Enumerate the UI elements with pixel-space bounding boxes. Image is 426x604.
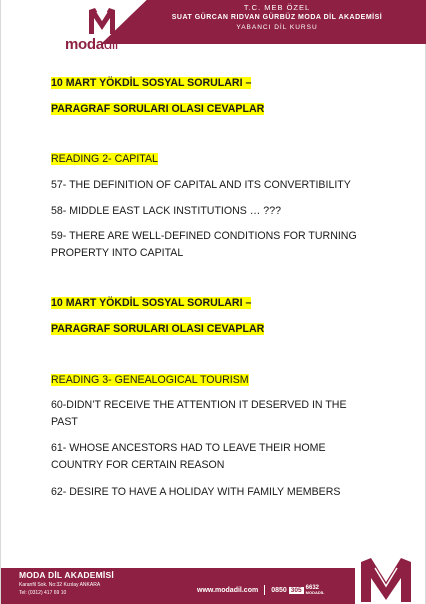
- answer-item: 61- WHOSE ANCESTORS HAD TO LEAVE THEIR HOME COUNTRY FOR CERTAIN REASON: [51, 442, 326, 471]
- section-title-line-1: 10 MART YÖKDİL SOSYAL SORULARI –: [51, 77, 252, 89]
- phone-part-b: 305: [290, 586, 302, 594]
- footer-logo-m-icon: [355, 552, 417, 604]
- answer-item: 58- MIDDLE EAST LACK INSTITUTIONS … ???: [51, 205, 281, 217]
- header-line-1: T.C. MEB ÖZEL: [243, 3, 311, 12]
- section-title-line-2: PARAGRAF SORULARI OLASI CEVAPLAR: [51, 103, 265, 115]
- header-text: [147, 3, 407, 33]
- logo-word-b: dil: [103, 36, 118, 53]
- logo-wordmark: [65, 36, 118, 53]
- footer-website[interactable]: www.modadil.com: [197, 586, 259, 594]
- reading-heading: READING 3- GENEALOGICAL TOURISM: [51, 374, 249, 386]
- answer-item: 60-DIDN’T RECEIVE THE ATTENTION IT DESERVED IN THE PAST: [51, 399, 347, 428]
- logo-word-a: moda: [65, 36, 104, 53]
- answer-item: 57- THE DEFINITION OF CAPITAL AND ITS CONVERTIBILITY: [51, 179, 351, 191]
- answer-item: 59- THERE ARE WELL-DEFINED CONDITIONS FOR TURNING PROPERTY INTO CAPITAL: [51, 230, 357, 259]
- reading-heading: READING 2- CAPITAL: [51, 153, 158, 165]
- page-footer: [1, 552, 426, 604]
- header-line-3: YABANCI DİL KURSU: [236, 24, 318, 31]
- phone-part-c: 6632 MODADİL: [305, 585, 325, 595]
- footer-title: MODA DİL AKADEMİSİ: [19, 570, 114, 580]
- header-line-2: SUAT GÜRCAN RIDVAN GÜRBÜZ MODA DİL AKADEMİSİ: [171, 14, 383, 21]
- footer-contact: [19, 570, 114, 597]
- footer-phone: [271, 585, 324, 596]
- modadil-logo: [65, 6, 137, 54]
- footer-address: Karanfil Sok. No:32 Kızılay ANKARA: [19, 582, 101, 588]
- answer-item: 62- DESIRE TO HAVE A HOLIDAY WITH FAMILY MEMBERS: [51, 486, 341, 498]
- page-header: [1, 0, 426, 58]
- footer-tel: Tel: (0312) 417 69 10: [19, 590, 67, 596]
- section-title-line-1: 10 MART YÖKDİL SOSYAL SORULARI –: [51, 297, 252, 309]
- logo-m-icon: [87, 6, 117, 36]
- footer-links: [197, 585, 324, 596]
- section-title-line-2: PARAGRAF SORULARI OLASI CEVAPLAR: [51, 323, 265, 335]
- footer-divider: [264, 585, 265, 595]
- phone-part-a: 0850: [271, 586, 287, 594]
